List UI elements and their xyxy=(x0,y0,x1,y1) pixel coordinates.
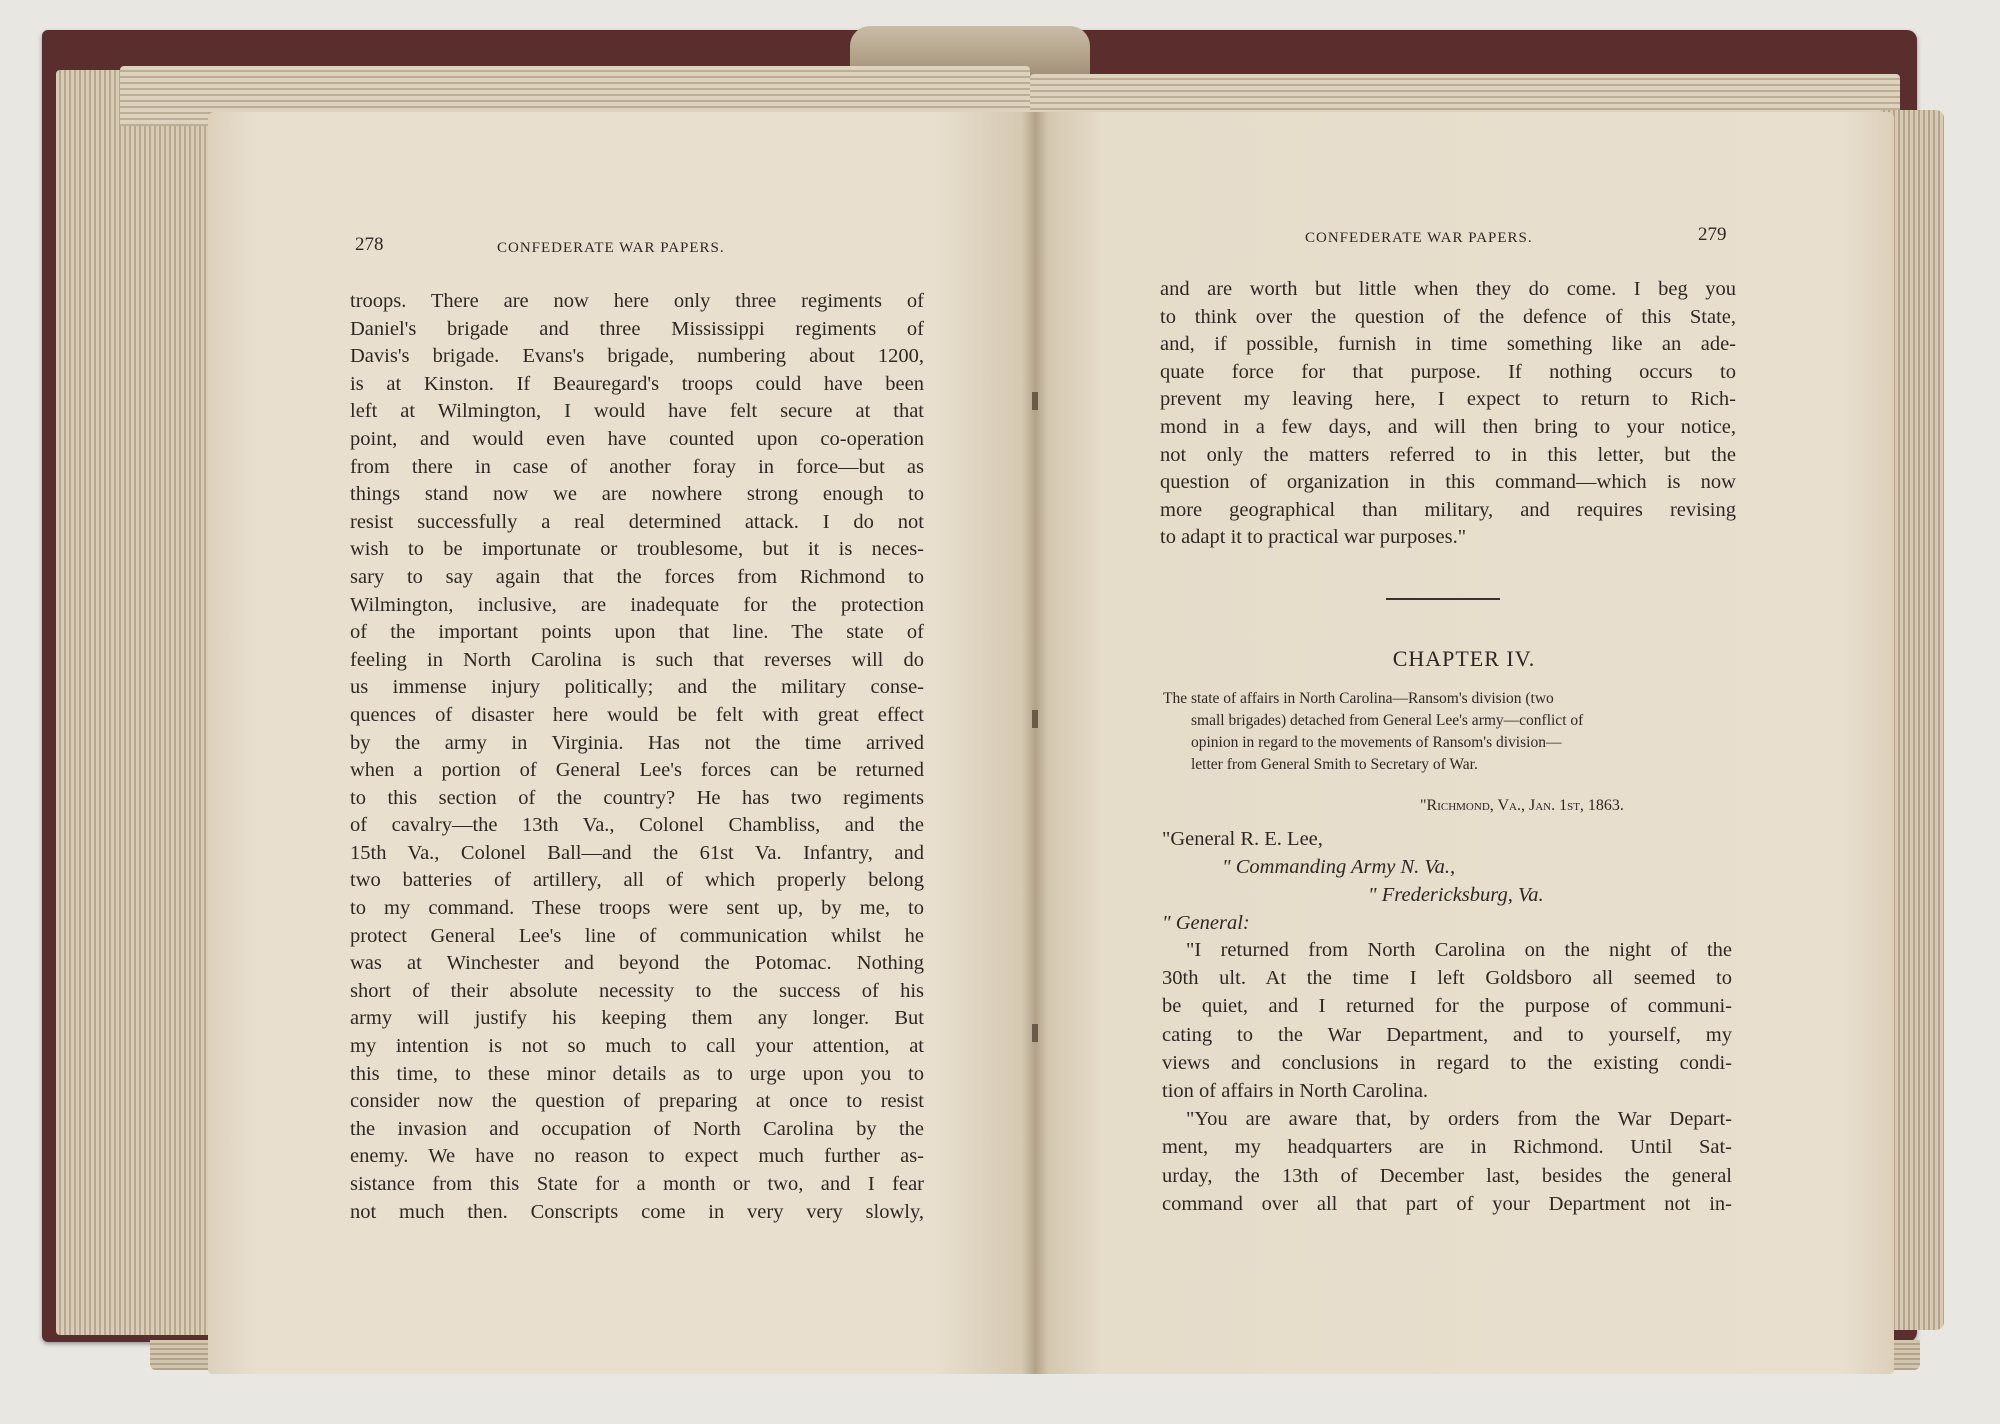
text-line: of cavalry—the 13th Va., Colonel Chambliss, and the xyxy=(350,814,924,837)
address-line-1: "General R. E. Lee, xyxy=(1162,828,1323,850)
text-line: to adapt it to practical war purposes." xyxy=(1160,526,1467,549)
address-line-3: " Fredericksburg, Va. xyxy=(1368,884,1544,906)
text-line: us immense injury politically; and the military conse- xyxy=(350,676,924,699)
binding-stitch xyxy=(1032,1024,1038,1042)
text-line: Davis's brigade. Evans's brigade, numbering about 1200, xyxy=(350,345,924,368)
left-page-text xyxy=(350,288,924,1226)
letter-line: 30th ult. At the time I left Goldsboro all seemed to xyxy=(1162,967,1732,990)
section-rule xyxy=(1386,598,1500,600)
letter-line: views and conclusions in regard to the existing condi- xyxy=(1162,1051,1732,1074)
chapter-title: CHAPTER IV. xyxy=(1392,646,1536,671)
synopsis-line: opinion in regard to the movements of Ransom's division— xyxy=(1191,734,1562,751)
text-line: protect General Lee's line of communication whilst he xyxy=(350,924,924,947)
text-line: army will justify his keeping them any longer. But xyxy=(350,1007,924,1030)
text-line: prevent my leaving here, I expect to return to Rich- xyxy=(1160,388,1736,411)
right-running-head: CONFEDERATE WAR PAPERS. xyxy=(1305,230,1533,246)
text-line: my intention is not so much to call your attention, at xyxy=(350,1035,924,1058)
text-line: 15th Va., Colonel Ball—and the 61st Va. Infantry, and xyxy=(350,841,924,864)
synopsis-line: letter from General Smith to Secretary of War. xyxy=(1191,756,1478,773)
address-line-2: " Commanding Army N. Va., xyxy=(1222,856,1456,878)
text-line: quences of disaster here would be felt with great effect xyxy=(350,703,924,726)
text-line: troops. There are now here only three regiments of xyxy=(350,290,924,312)
text-line: sistance from this State for a month or two, and I fear xyxy=(350,1173,924,1195)
text-line: Wilmington, inclusive, are inadequate for the protection xyxy=(350,593,924,616)
text-line: by the army in Virginia. Has not the time arrived xyxy=(350,731,924,754)
text-line: not much then. Conscripts come in very very slowly, xyxy=(350,1200,924,1223)
binding-stitch xyxy=(1032,710,1038,728)
text-line: wish to be importunate or troublesome, but it is neces- xyxy=(350,538,924,561)
letter-line: "You are aware that, by orders from the War Depart- xyxy=(1186,1108,1732,1131)
letter-body xyxy=(1162,936,1732,1218)
text-line: quate force for that purpose. If nothing occurs to xyxy=(1160,360,1736,383)
left-page-edges xyxy=(56,70,216,1335)
text-line: to my command. These troops were sent up, by me, to xyxy=(350,897,924,920)
text-line: to this section of the country? He has two regiments xyxy=(350,786,924,809)
gutter-shadow xyxy=(1022,112,1048,1374)
left-page-number: 278 xyxy=(355,234,384,255)
text-line: was at Winchester and beyond the Potomac. Nothing xyxy=(350,952,924,975)
letter-line: command over all that part of your Department not in- xyxy=(1162,1192,1732,1215)
text-line: resist successfully a real determined attack. I do not xyxy=(350,510,924,533)
text-line: when a portion of General Lee's forces can be returned xyxy=(350,759,924,782)
text-line: point, and would even have counted upon co-operation xyxy=(350,427,924,450)
synopsis-line: The state of affairs in North Carolina—Ransom's division (two xyxy=(1163,690,1554,707)
letter-line: be quiet, and I returned for the purpose of communi- xyxy=(1162,995,1732,1018)
chapter-synopsis xyxy=(1163,688,1738,776)
letter-line: "I returned from North Carolina on the night of the xyxy=(1186,939,1732,961)
text-line: two batteries of artillery, all of which properly belong xyxy=(350,869,924,892)
binding-stitch xyxy=(1032,392,1038,410)
left-running-head: CONFEDERATE WAR PAPERS. xyxy=(497,240,725,256)
text-line: not only the matters referred to in this letter, but the xyxy=(1160,443,1736,466)
synopsis-line: small brigades) detached from General Lee's army—conflict of xyxy=(1191,712,1584,729)
text-line: of the important points upon that line. The state of xyxy=(350,621,924,644)
text-line: more geographical than military, and requires revising xyxy=(1160,498,1736,521)
text-line: and, if possible, furnish in time something like an ade- xyxy=(1160,333,1736,356)
letter-line: urday, the 13th of December last, besides the general xyxy=(1162,1164,1732,1187)
text-line: left at Wilmington, I would have felt secure at that xyxy=(350,400,924,423)
text-line: question of organization in this command—which is now xyxy=(1160,471,1736,494)
text-line: from there in case of another foray in force—but as xyxy=(350,455,924,478)
text-line: sary to say again that the forces from Richmond to xyxy=(350,565,924,588)
text-line: is at Kinston. If Beauregard's troops could have been xyxy=(350,372,924,395)
text-line: feeling in North Carolina is such that reverses will do xyxy=(350,648,924,671)
right-page-number: 279 xyxy=(1698,224,1727,245)
text-line: short of their absolute necessity to the success of his xyxy=(350,979,924,1002)
text-line: and are worth but little when they do come. I beg you xyxy=(1160,278,1736,300)
text-line: enemy. We have no reason to expect much further as- xyxy=(350,1145,924,1168)
letter-salutation: " General: xyxy=(1162,912,1250,934)
text-line: mond in a few days, and will then bring to your notice, xyxy=(1160,415,1736,438)
letter-dateline: "Richmond, Va., Jan. 1st, 1863. xyxy=(1420,797,1624,814)
letter-line: ment, my headquarters are in Richmond. Until Sat- xyxy=(1162,1136,1732,1159)
letter-line: cating to the War Department, and to yourself, my xyxy=(1162,1023,1732,1046)
letter-line: tion of affairs in North Carolina. xyxy=(1162,1080,1429,1103)
text-line: Daniel's brigade and three Mississippi regiments of xyxy=(350,317,924,340)
right-page-text xyxy=(1160,276,1736,552)
text-line: consider now the question of preparing at once to resist xyxy=(350,1090,924,1113)
text-line: the invasion and occupation of North Carolina by the xyxy=(350,1117,924,1140)
text-line: this time, to these minor details as to urge upon you to xyxy=(350,1062,924,1085)
text-line: to think over the question of the defence of this State, xyxy=(1160,305,1736,328)
text-line: things stand now we are nowhere strong enough to xyxy=(350,483,924,506)
